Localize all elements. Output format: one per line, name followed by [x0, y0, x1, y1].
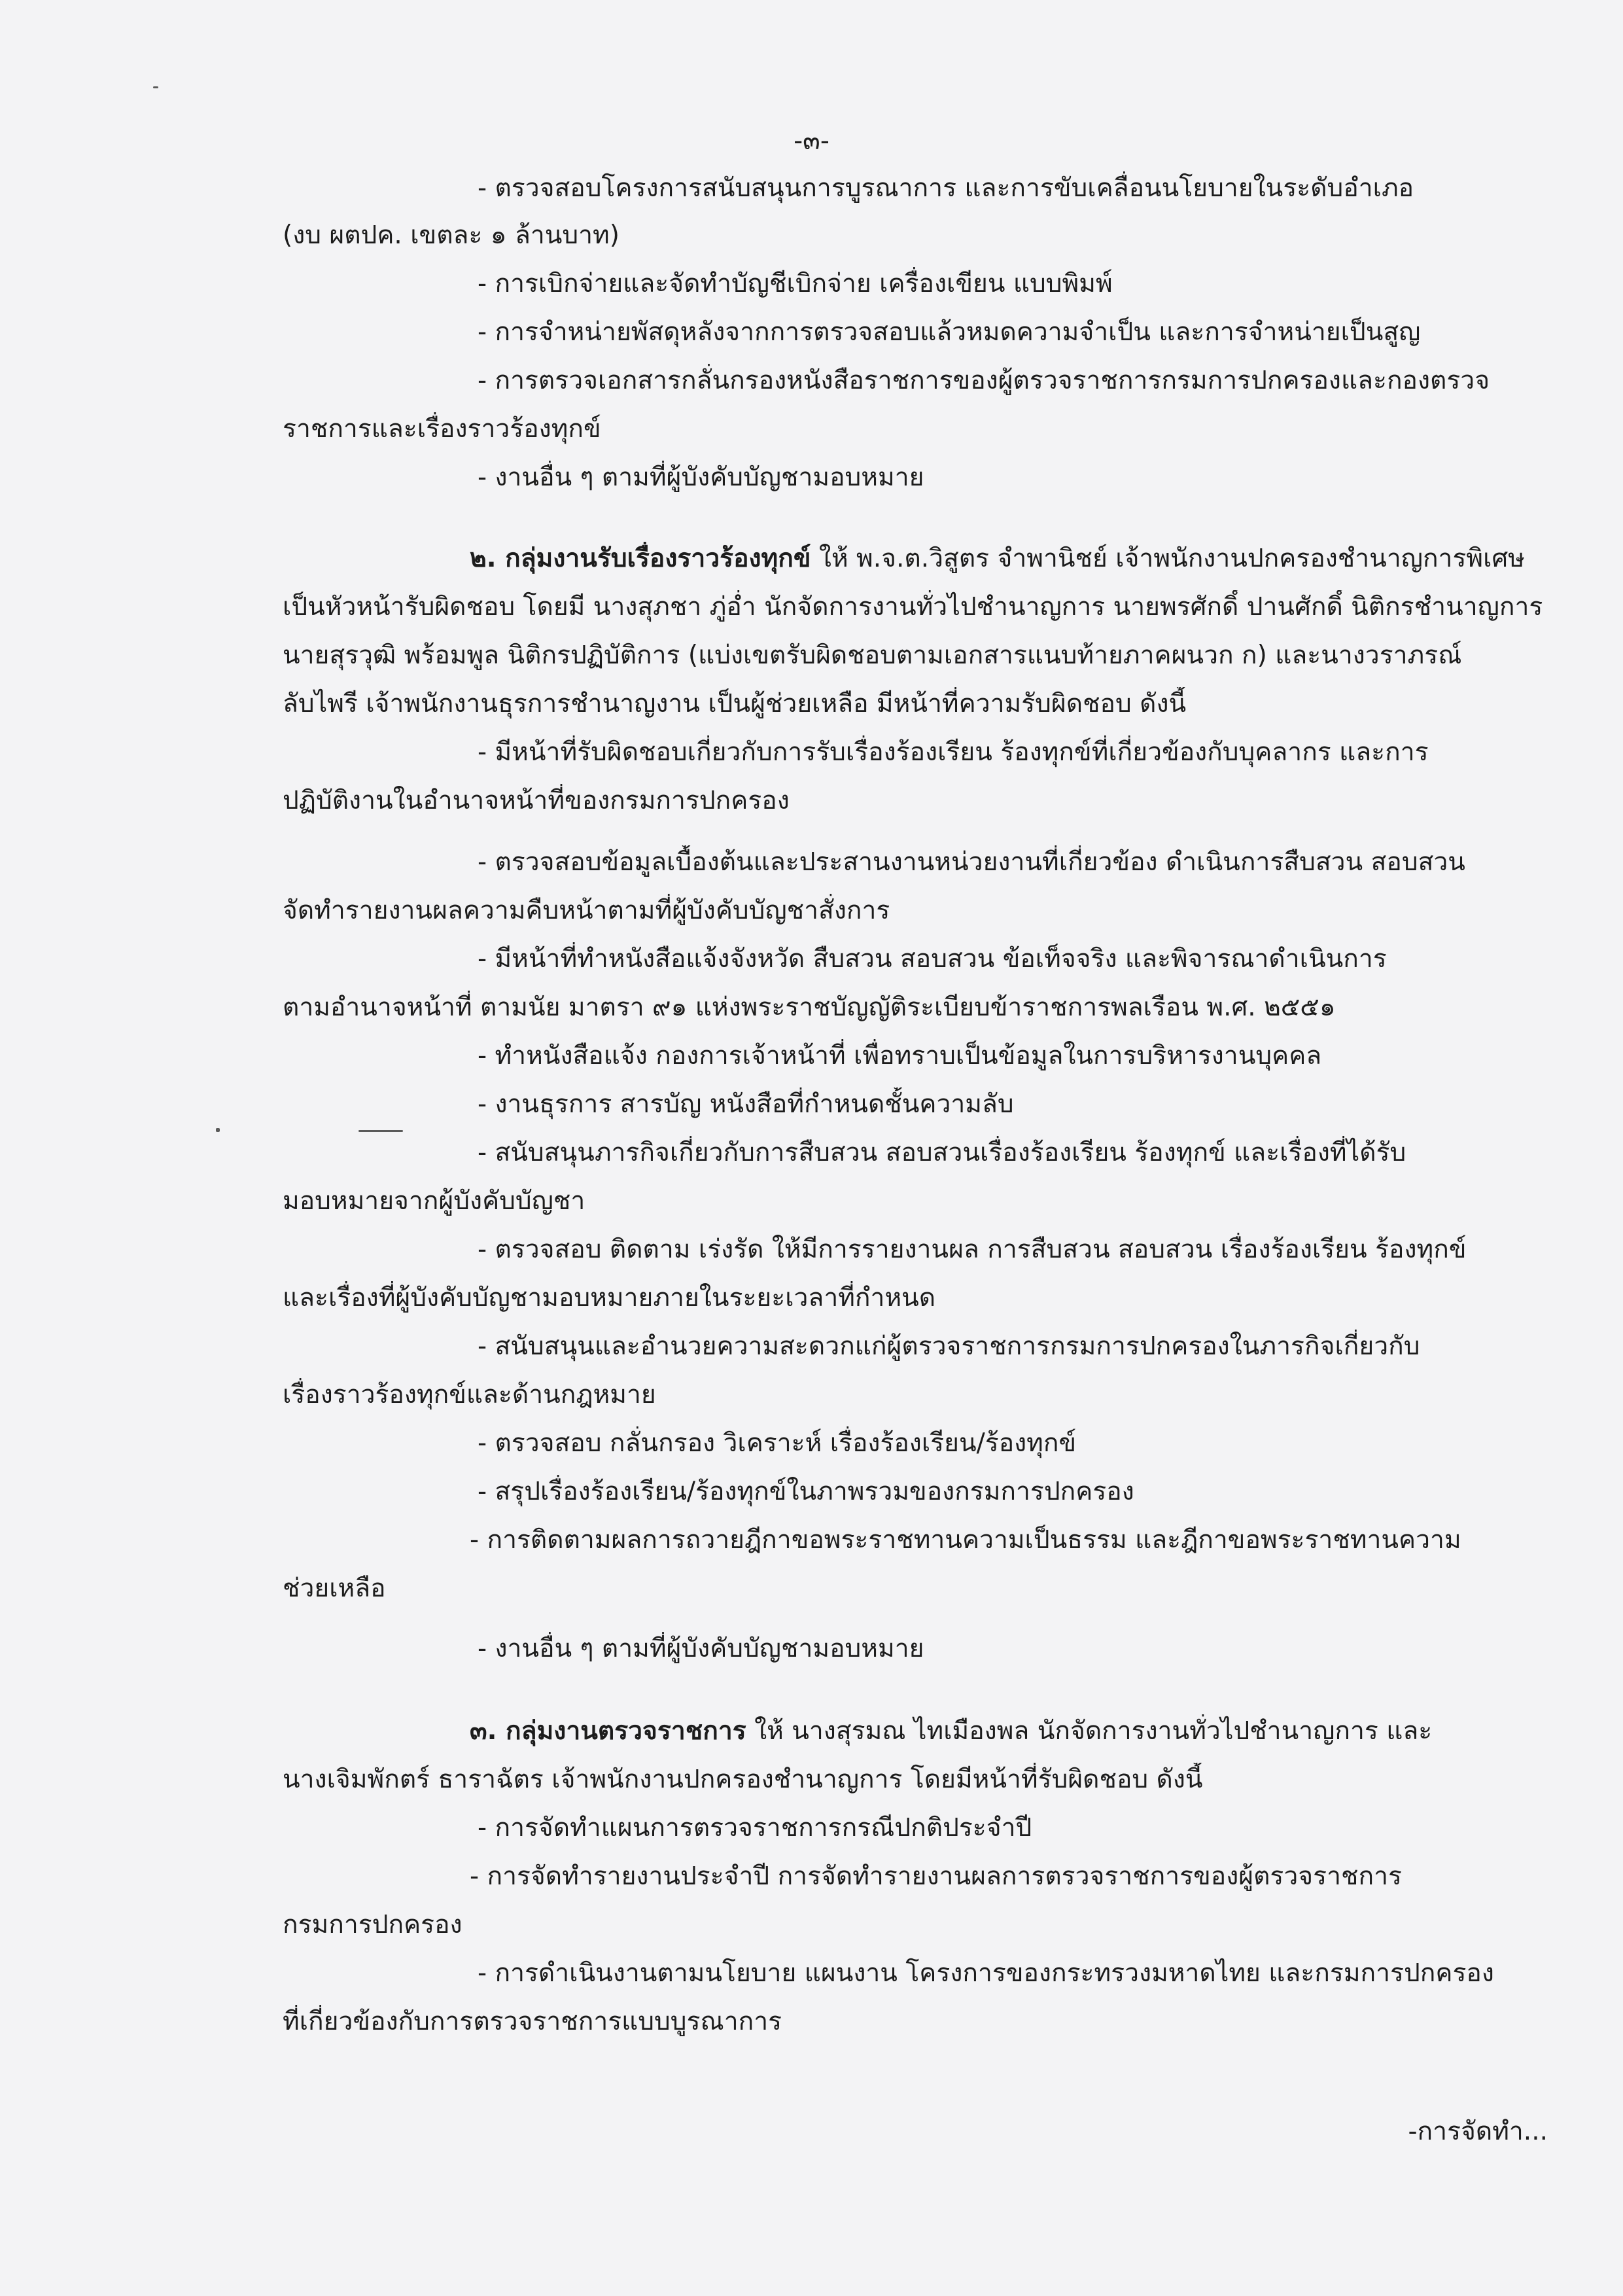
continuation-line: เรื่องราวร้องทุกข์และด้านกฎหมาย — [283, 1380, 656, 1409]
bullet-line: - สนับสนุนภารกิจเกี่ยวกับการสืบสวน สอบสวนเรื่องร้องเรียน ร้องทุกข์ และเรื่องที่ได้รับ — [478, 1138, 1406, 1167]
bullet-line: - การติดตามผลการถวายฎีกาขอพระราชทานความเป็นธรรม และฎีกาขอพระราชทานความ — [470, 1525, 1461, 1555]
paragraph-line: ลับไพรี เจ้าพนักงานธุรการชำนาญงาน เป็นผู้ช่วยเหลือ มีหน้าที่ความรับผิดชอบ ดังนี้ — [283, 689, 1187, 718]
section-3-lead-text: ให้ นางสุรมณ ไทเมืองพล นักจัดการงานทั่วไปชำนาญการ และ — [746, 1716, 1433, 1746]
paragraph-line: นางเจิมพักตร์ ธาราฉัตร เจ้าพนักงานปกครองชำนาญการ โดยมีหน้าที่รับผิดชอบ ดังนี้ — [283, 1765, 1203, 1794]
bullet-line: - สรุปเรื่องร้องเรียน/ร้องทุกข์ในภาพรวมของกรมการปกครอง — [478, 1477, 1134, 1506]
section-2-heading: ๒. กลุ่มงานรับเรื่องราวร้องทุกข์ — [470, 544, 811, 573]
bullet-line: - ตรวจสอบข้อมูลเบื้องต้นและประสานงานหน่วยงานที่เกี่ยวข้อง ดำเนินการสืบสวน สอบสวน — [478, 847, 1465, 877]
section-2-lead — [0, 542, 1623, 578]
bullet-line: - การเบิกจ่ายและจัดทำบัญชีเบิกจ่าย เครื่องเขียน แบบพิมพ์ — [478, 269, 1113, 298]
bullet-line: - งานอื่น ๆ ตามที่ผู้บังคับบัญชามอบหมาย — [478, 1634, 924, 1663]
bullet-line: - ตรวจสอบ กลั่นกรอง วิเคราะห์ เรื่องร้องเรียน/ร้องทุกข์ — [478, 1428, 1077, 1458]
continuation-line: ตามอำนาจหน้าที่ ตามนัย มาตรา ๙๑ แห่งพระราชบัญญัติระเบียบข้าราชการพลเรือน พ.ศ. ๒๕๕๑ — [283, 993, 1336, 1022]
bullet-line: - ตรวจสอบโครงการสนับสนุนการบูรณาการ และการขับเคลื่อนนโยบายในระดับอำเภอ — [478, 173, 1414, 203]
continuation-line: มอบหมายจากผู้บังคับบัญชา — [283, 1186, 585, 1216]
continuation-line: กรมการปกครอง — [283, 1910, 462, 1939]
scan-speck — [153, 86, 158, 88]
bullet-line: - การจำหน่ายพัสดุหลังจากการตรวจสอบแล้วหมดความจำเป็น และการจำหน่ายเป็นสูญ — [478, 317, 1421, 347]
bullet-line: - การตรวจเอกสารกลั่นกรองหนังสือราชการของผู้ตรวจราชการกรมการปกครองและกองตรวจ — [478, 366, 1490, 395]
bullet-line: - มีหน้าที่ทำหนังสือแจ้งจังหวัด สืบสวน สอบสวน ข้อเท็จจริง และพิจารณาดำเนินการ — [478, 944, 1387, 974]
continuation-line: และเรื่องที่ผู้บังคับบัญชามอบหมายภายในระยะเวลาที่กำหนด — [283, 1283, 936, 1313]
bullet-line: - งานอื่น ๆ ตามที่ผู้บังคับบัญชามอบหมาย — [478, 463, 924, 492]
bullet-line: - การดำเนินงานตามนโยบาย แผนงาน โครงการของกระทรวงมหาดไทย และกรมการปกครอง — [478, 1958, 1494, 1988]
section-3-lead — [0, 1714, 1623, 1751]
bullet-line: - งานธุรการ สารบัญ หนังสือที่กำหนดชั้นความลับ — [478, 1089, 1014, 1119]
bullet-line: - ตรวจสอบ ติดตาม เร่งรัด ให้มีการรายงานผล การสืบสวน สอบสวน เรื่องร้องเรียน ร้องทุกข์ — [478, 1235, 1467, 1264]
continuation-line: ช่วยเหลือ — [283, 1574, 386, 1603]
bullet-line: - การจัดทำรายงานประจำปี การจัดทำรายงานผลการตรวจราชการของผู้ตรวจราชการ — [470, 1862, 1402, 1891]
bullet-line: - ทำหนังสือแจ้ง กองการเจ้าหน้าที่ เพื่อทราบเป็นข้อมูลในการบริหารงานบุคคล — [478, 1041, 1322, 1070]
scan-speck — [358, 1130, 403, 1132]
continuation-line: (งบ ผตปค. เขตละ ๑ ล้านบาท) — [283, 221, 620, 250]
continuation-mark: -การจัดทำ... — [1408, 2117, 1548, 2146]
section-2-lead-text: ให้ พ.จ.ต.วิสูตร จำพานิชย์ เจ้าพนักงานปกครองชำนาญการพิเศษ — [811, 544, 1525, 573]
continuation-line: จัดทำรายงานผลความคืบหน้าตามที่ผู้บังคับบัญชาสั่งการ — [283, 896, 890, 925]
bullet-line: - สนับสนุนและอำนวยความสะดวกแก่ผู้ตรวจราชการกรมการปกครองในภารกิจเกี่ยวกับ — [478, 1332, 1420, 1361]
bullet-line: - การจัดทำแผนการตรวจราชการกรณีปกติประจำปี — [478, 1813, 1032, 1843]
paragraph-line: เป็นหัวหน้ารับผิดชอบ โดยมี นางสุภชา ภู่อ่ำ นักจัดการงานทั่วไปชำนาญการ นายพรศักดิ์ ปานศักดิ์ นิติกรชำนาญการ — [283, 592, 1543, 622]
section-3-heading: ๓. กลุ่มงานตรวจราชการ — [470, 1716, 746, 1746]
continuation-line: ที่เกี่ยวข้องกับการตรวจราชการแบบบูรณาการ — [283, 2007, 782, 2036]
bullet-line: - มีหน้าที่รับผิดชอบเกี่ยวกับการรับเรื่องร้องเรียน ร้องทุกข์ที่เกี่ยวข้องกับบุคลากร และการ — [478, 737, 1429, 767]
scan-speck — [216, 1128, 220, 1132]
continuation-line: ปฏิบัติงานในอำนาจหน้าที่ของกรมการปกครอง — [283, 786, 790, 815]
paragraph-line: นายสุรวุฒิ พร้อมพูล นิติกรปฏิบัติการ (แบ่งเขตรับผิดชอบตามเอกสารแนบท้ายภาคผนวก ก) และนางวราภรณ์ — [283, 641, 1462, 670]
page-number: -๓- — [794, 126, 829, 156]
continuation-line: ราชการและเรื่องราวร้องทุกข์ — [283, 414, 601, 444]
